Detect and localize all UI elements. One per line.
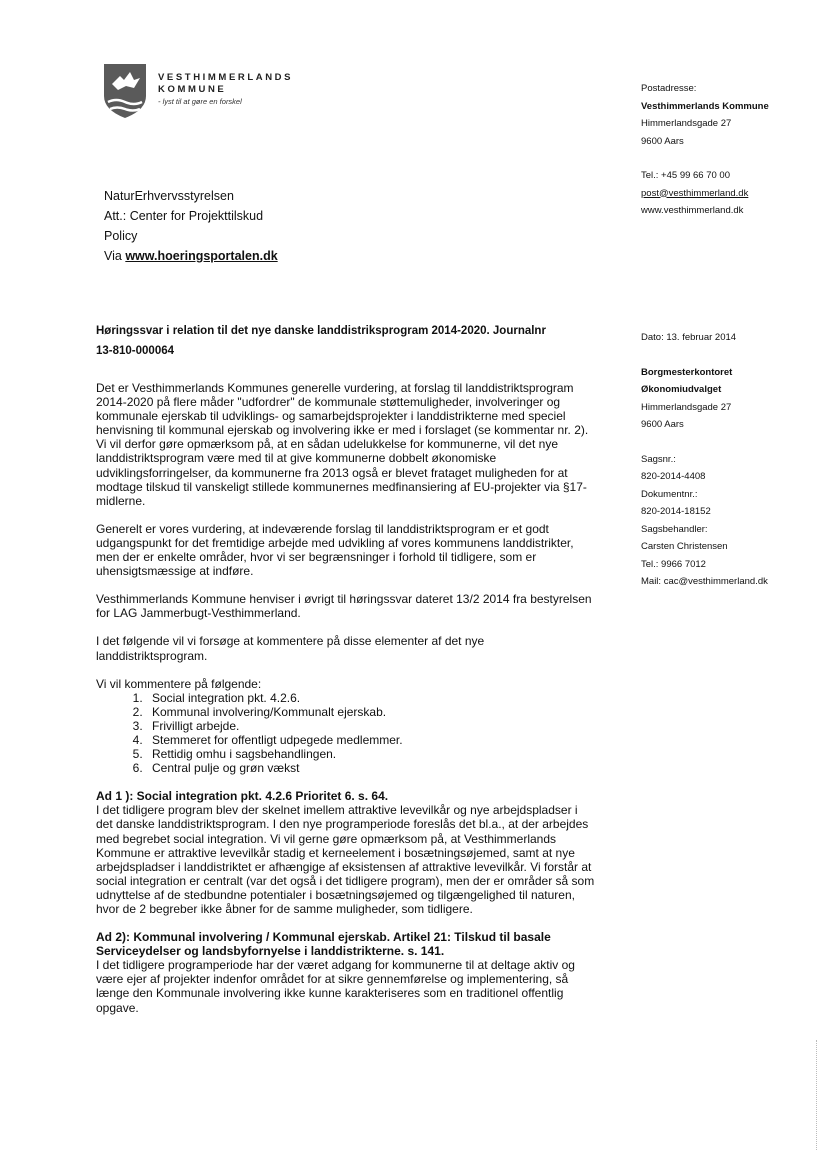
ad1-text: I det tidligere program blev der skelnet imellem attraktive levevilkår og nye arbejdspladser i det danske landdistriktsprogram. I den nye programperiode foreslås det bl.a., at der arbejdes med begrebet social integration. Vi vil gerne gøre opmærksom på, at Vesthimmerlands Kommune er attraktive levevilkår stadig et kerneelement i bosætningsøjemed, samt at nye arbejdspladser i landdistriktet er afhængige af eksistensen af attraktive levevilkår. Vi forstår at social integration er centralt (var det også i det tidligere program), men der er områder så som udnyttelse af de stedbundne potentialer i bosætningsøjemed og tilgængelighed til naturen, hvor de 2 begreber ikke åbner for de samme muligheder, som tidligere. (96, 803, 595, 916)
scan-edge-mark (816, 1040, 818, 1150)
logo-emblem-icon (100, 62, 150, 120)
case-label: Sagsnr.: (641, 453, 676, 465)
office-city: 9600 Aars (641, 419, 684, 430)
hearing-portal-link[interactable]: www.hoeringsportalen.dk (125, 249, 278, 263)
ad2-text: I det tidligere programperiode har der været adgang for kommunerne til at deltage aktiv og være ejer af projekter indenfor området for at sikre gennemførelse og implementering, så længe den Kommunale involvering ikke kunne karakteriseres som en traditionel offentlig opgave. (96, 958, 575, 1015)
list-item: 2. Kommunal involvering/Kommunalt ejerskab. (146, 705, 596, 719)
list-item: 6. Central pulje og grøn vækst (146, 761, 596, 775)
ad1-heading: Ad 1 ): Social integration pkt. 4.2.6 Prioritet 6. s. 64. (96, 789, 389, 804)
office-street: Himmerlandsgade 27 (641, 401, 732, 413)
handler-mail: Mail: cac@vesthimmerland.dk (641, 576, 768, 587)
committee-name: Økonomiudvalget (641, 384, 722, 395)
subject-line1: Høringssvar i relation til det nye danske landdistriksprogram 2014-2020. Journalnr (96, 325, 546, 337)
handler-label: Sagsbehandler: (641, 523, 708, 535)
sender-street: Himmerlandsgade 27 (641, 118, 732, 129)
letter-date: Dato: 13. februar 2014 (641, 332, 737, 343)
postal-label: Postadresse: (641, 83, 697, 94)
paragraph-1: Det er Vesthimmerlands Kommunes generelle vurdering, at forslag til landdistriktsprogram 2014-2020 på flere måder "udfordrer" de kommunale støttemuligheder, involveringer og kommunale ejerskab til udviklings- og samarbejdsprojekter i landdistrikterne med speciel henvisning til kommunal ejerskab og involvering ikke er med i forslaget (se kommentar nr. 2). (96, 381, 589, 438)
list-item: 1. Social integration pkt. 4.2.6. (146, 691, 596, 705)
list-item: 5. Rettidig omhu i sagsbehandlingen. (146, 747, 596, 761)
case-number: 820-2014-4408 (641, 471, 706, 482)
paragraph-3: Generelt er vores vurdering, at indeværende forslag til landdistriktsprogram er et godt udgangspunkt for det fremtidige arbejde med udvikling af vores kommunens landdistrikter, men der er enkelte områder, hvor vi ser begrænsninger i forhold til tidligere, som er uhensigtsmæssige at indføre. (96, 521, 574, 579)
sender-phone: Tel.: +45 99 66 70 00 (641, 170, 731, 181)
addressee-block (104, 186, 278, 266)
subject-line2: 13-810-000064 (96, 345, 175, 357)
sender-email-link[interactable]: post@vesthimmerland.dk (641, 187, 749, 199)
handler-tel: Tel.: 9966 7012 (641, 558, 706, 570)
logo-name-line2: KOMMUNE (158, 84, 227, 95)
sender-web: www.vesthimmerland.dk (641, 205, 744, 216)
addressee-line2: Att.: Center for Projekttilskud (104, 209, 264, 223)
ad2-heading: Ad 2): Kommunal involvering / Kommunal ejerskab. Artikel 21: Tilskud til basale Serviceydelser og landsbyfornyelse i landdistrikterne. s. 141. (96, 930, 551, 959)
comment-list (96, 691, 596, 776)
list-intro: Vi vil kommentere på følgende: (96, 676, 262, 691)
list-item: 4. Stemmeret for offentligt udpegede medlemmer. (146, 733, 596, 747)
addressee-via (104, 246, 278, 266)
office-name: Borgmesterkontoret (641, 366, 733, 378)
sender-org: Vesthimmerlands Kommune (641, 100, 769, 112)
paragraph-4: Vesthimmerlands Kommune henviser i øvrigt til høringssvar dateret 13/2 2014 fra bestyrelsen for LAG Jammerbugt-Vesthimmerland. (96, 592, 592, 621)
letter-meta (641, 329, 768, 591)
logo-tagline: - lyst til at gøre en forskel (158, 97, 242, 106)
addressee-line1: NaturErhvervsstyrelsen (104, 189, 234, 203)
letter-body (96, 321, 596, 1029)
paragraph-5: I det følgende vil vi forsøge at kommentere på disse elementer af det nye landdistriktsprogram. (96, 634, 485, 663)
letter-subject (96, 321, 596, 361)
doc-label: Dokumentnr.: (641, 488, 698, 500)
via-label: Via (104, 249, 122, 263)
sender-city: 9600 Aars (641, 135, 684, 147)
addressee-line3: Policy (104, 229, 138, 243)
handler-name: Carsten Christensen (641, 541, 728, 552)
list-item: 3. Frivilligt arbejde. (146, 719, 596, 733)
paragraph-2: Vi vil derfor gøre opmærksom på, at en sådan udelukkelse for kommunerne, vil det nye landdistriktsprogram være med til at give kommunerne dobbelt økonomiske udviklingsforringelser, da kommunerne fra 2013 også er blevet frataget muligheden for at modtage tilskud til vanskeligt stillede kommunernes medfinansiering af EU-projekter via §17-midlerne. (96, 437, 587, 508)
sender-address (641, 80, 769, 220)
municipality-logo (100, 62, 320, 122)
doc-number: 820-2014-18152 (641, 506, 711, 517)
logo-name-line1: VESTHIMMERLANDS (158, 72, 294, 83)
